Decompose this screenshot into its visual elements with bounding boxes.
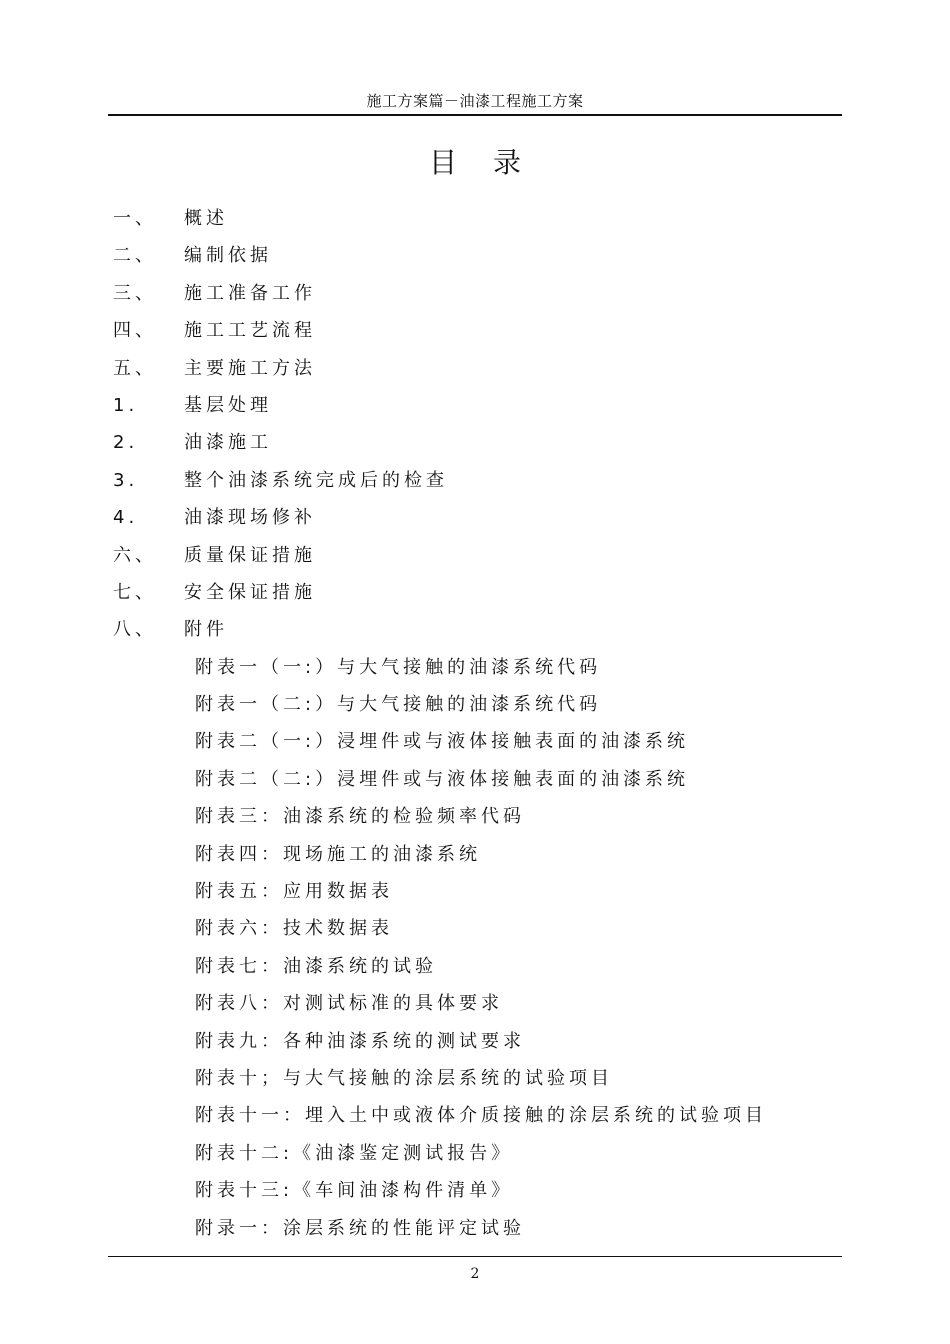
appendix-item — [0, 1027, 950, 1064]
appendix-item-text: 附表一（二:）与大气接触的油漆系统代码 — [195, 694, 602, 716]
toc-item — [0, 428, 950, 465]
toc-item-text: 油漆施工 — [184, 432, 272, 454]
toc-item-number: 2. — [113, 432, 139, 454]
appendix-item-text: 附表九：各种油漆系统的测试要求 — [195, 1030, 525, 1052]
toc-item-text: 施工工艺流程 — [184, 320, 316, 342]
appendix-item — [0, 1101, 950, 1138]
appendix-item-text: 附表二（二:）浸埋件或与液体接触表面的油漆系统 — [195, 768, 690, 790]
appendix-item — [0, 727, 950, 764]
appendix-item-text: 附表二（一:）浸埋件或与液体接触表面的油漆系统 — [195, 731, 690, 753]
appendix-item — [0, 989, 950, 1026]
toc-item-number: 七、 — [113, 581, 157, 603]
appendix-item-text: 附表十二:《油漆鉴定测试报告》 — [195, 1142, 514, 1164]
toc-item-text: 基层处理 — [184, 394, 272, 416]
appendix-item — [0, 1176, 950, 1213]
toc-title-char-1: 目 — [428, 146, 457, 179]
toc-item — [0, 578, 950, 615]
toc-item-text: 安全保证措施 — [184, 581, 316, 603]
appendix-item — [0, 1214, 950, 1251]
toc-item — [0, 279, 950, 316]
appendix-item-text: 附表七：油漆系统的试验 — [195, 955, 437, 977]
page-header: 施工方案篇－油漆工程施工方案 — [366, 92, 584, 110]
appendix-item-text: 附表一（一:）与大气接触的油漆系统代码 — [195, 656, 602, 678]
appendix-item — [0, 877, 950, 914]
toc-title — [0, 141, 950, 181]
toc-item-text: 油漆现场修补 — [184, 507, 316, 529]
toc-title-char-2: 录 — [493, 146, 522, 179]
appendix-item — [0, 802, 950, 839]
toc-item-number: 一、 — [113, 208, 157, 229]
toc-item-number: 3. — [113, 469, 139, 491]
appendix-item-text: 附表三：油漆系统的检验频率代码 — [195, 806, 525, 828]
appendix-item — [0, 840, 950, 877]
appendix-item — [0, 952, 950, 989]
toc-item — [0, 354, 950, 391]
toc-item — [0, 391, 950, 428]
toc-item — [0, 241, 950, 278]
appendix-item-text: 附录一：涂层系统的性能评定试验 — [195, 1217, 525, 1239]
toc-item — [0, 466, 950, 503]
toc-item-text: 主要施工方法 — [184, 357, 316, 379]
appendix-item — [0, 1064, 950, 1101]
appendix-item — [0, 1139, 950, 1176]
header-divider — [108, 114, 842, 116]
toc-item-number: 4. — [113, 507, 139, 529]
appendix-item-text: 附表五：应用数据表 — [195, 881, 393, 903]
toc-item-number: 五、 — [113, 357, 157, 379]
page-number: 2 — [470, 1266, 480, 1282]
toc-item-text: 概述 — [184, 208, 228, 229]
toc-item-text: 编制依据 — [184, 245, 272, 267]
toc-item — [0, 204, 950, 241]
toc-item-text: 附件 — [184, 619, 228, 641]
table-of-contents — [0, 204, 950, 1251]
appendix-item-text: 附表八：对测试标准的具体要求 — [195, 993, 503, 1015]
appendix-item-text: 附表十三:《车间油漆构件清单》 — [195, 1180, 514, 1202]
toc-item-text: 施工准备工作 — [184, 282, 316, 304]
appendix-item-text: 附表十；与大气接触的涂层系统的试验项目 — [195, 1067, 613, 1089]
toc-item-number: 二、 — [113, 245, 157, 267]
appendix-item — [0, 914, 950, 951]
toc-item-number: 六、 — [113, 544, 157, 566]
toc-item — [0, 541, 950, 578]
appendix-item — [0, 765, 950, 802]
toc-item-text: 质量保证措施 — [184, 544, 316, 566]
toc-item-number: 三、 — [113, 282, 157, 304]
appendix-item — [0, 690, 950, 727]
appendix-item-text: 附表六：技术数据表 — [195, 918, 393, 940]
toc-item-number: 1. — [113, 394, 139, 416]
toc-item — [0, 503, 950, 540]
toc-item-text: 整个油漆系统完成后的检查 — [184, 469, 448, 491]
appendix-item-text: 附表十一：埋入土中或液体介质接触的涂层系统的试验项目 — [195, 1105, 767, 1127]
footer-divider — [108, 1256, 842, 1257]
appendix-item-text: 附表四：现场施工的油漆系统 — [195, 843, 481, 865]
toc-item — [0, 316, 950, 353]
toc-item-number: 八、 — [113, 619, 157, 641]
toc-item — [0, 615, 950, 652]
appendix-item — [0, 653, 950, 690]
toc-item-number: 四、 — [113, 320, 157, 342]
